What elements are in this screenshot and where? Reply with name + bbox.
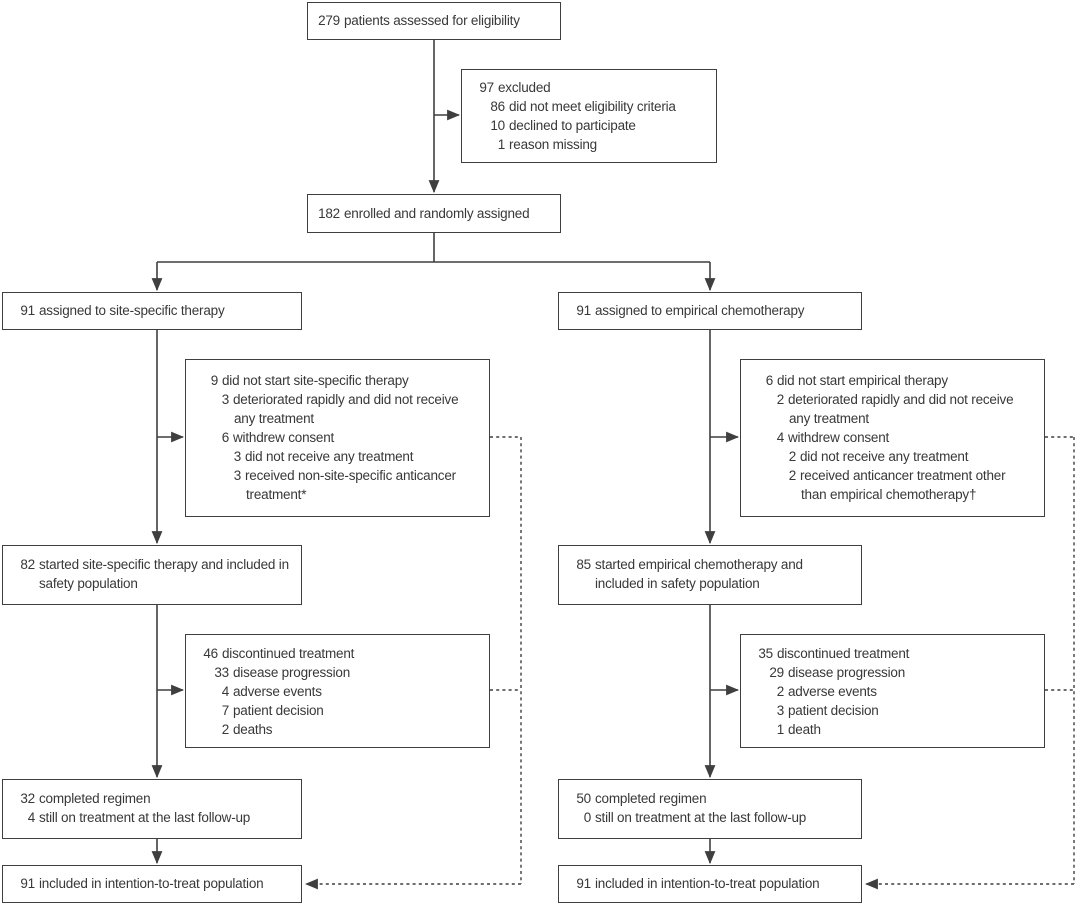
count-value: 10 <box>490 118 505 133</box>
box-line <box>569 301 856 320</box>
line-text: enrolled and randomly assigned <box>344 206 530 221</box>
box-discontinued-site-specific <box>185 634 490 748</box>
line-text: treatment* <box>246 487 307 502</box>
count-value: 3 <box>233 449 241 464</box>
count-value: 35 <box>758 646 773 661</box>
count-value: 2 <box>788 449 796 464</box>
count-value: 4 <box>776 430 784 445</box>
box-line <box>13 808 296 827</box>
box-line <box>751 682 1039 701</box>
count-value: 86 <box>490 99 505 114</box>
box-line <box>751 371 1039 390</box>
box-line <box>472 135 711 154</box>
line-text: did not receive any treatment <box>800 449 969 464</box>
box-line <box>13 555 296 574</box>
line-text: started empirical chemotherapy and <box>595 557 803 572</box>
count-value: 9 <box>210 373 218 388</box>
count-value: 4 <box>27 810 35 825</box>
count-value: 2 <box>776 684 784 699</box>
box-line <box>751 720 1039 739</box>
box-line <box>751 428 1039 447</box>
count-value: 182 <box>318 206 340 221</box>
box-line <box>318 204 555 223</box>
box-line <box>196 701 484 720</box>
line-text: included in safety population <box>595 576 760 591</box>
box-line <box>13 301 296 320</box>
count-value: 91 <box>576 303 591 318</box>
count-value: 3 <box>776 703 784 718</box>
count-value: 97 <box>479 80 494 95</box>
line-text: completed regimen <box>595 791 707 806</box>
line-text: deteriorated rapidly and did not receive <box>788 392 1014 407</box>
line-text: patient decision <box>788 703 879 718</box>
box-completed-regimen-site-specific <box>2 779 302 839</box>
count-value: 0 <box>583 810 591 825</box>
count-value: 2 <box>776 392 784 407</box>
count-value: 1 <box>776 722 784 737</box>
count-value: 7 <box>221 703 229 718</box>
box-assigned-empirical <box>558 292 862 330</box>
count-value: 6 <box>765 373 773 388</box>
box-line <box>196 644 484 663</box>
line-text: than empirical chemotherapy† <box>801 487 977 502</box>
count-value: 33 <box>214 665 229 680</box>
box-line <box>569 555 856 574</box>
line-text: discontinued treatment <box>222 646 355 661</box>
box-line <box>751 485 1039 504</box>
count-value: 32 <box>20 791 35 806</box>
box-line <box>751 447 1039 466</box>
box-line <box>569 574 856 593</box>
box-line <box>196 447 484 466</box>
line-text: any treatment <box>789 411 869 426</box>
line-text: did not start empirical therapy <box>777 373 948 388</box>
line-text: included in intention-to-treat population <box>595 876 820 891</box>
line-text: adverse events <box>788 684 877 699</box>
box-assigned-site-specific <box>2 292 302 330</box>
box-line <box>196 466 484 485</box>
line-text: withdrew consent <box>233 430 335 445</box>
box-line <box>569 789 856 808</box>
line-text: safety population <box>39 576 138 591</box>
count-value: 91 <box>576 876 591 891</box>
count-value: 3 <box>221 392 229 407</box>
line-text: excluded <box>498 80 551 95</box>
box-line <box>751 644 1039 663</box>
box-line <box>751 701 1039 720</box>
count-value: 91 <box>20 876 35 891</box>
box-line <box>569 808 856 827</box>
box-did-not-start-empirical <box>740 359 1045 517</box>
box-completed-regimen-empirical <box>558 779 862 839</box>
line-text: still on treatment at the last follow-up <box>595 810 807 825</box>
line-text: assigned to site-specific therapy <box>39 303 225 318</box>
count-value: 2 <box>221 722 229 737</box>
box-itt-population-empirical <box>558 865 862 903</box>
count-value: 85 <box>576 557 591 572</box>
line-text: disease progression <box>233 665 351 680</box>
box-enrolled-randomised <box>307 194 561 233</box>
box-line <box>13 874 296 893</box>
box-line <box>196 485 484 504</box>
count-value: 4 <box>221 684 229 699</box>
line-text: completed regimen <box>39 791 151 806</box>
line-text: started site-specific therapy and included in <box>39 557 289 572</box>
line-text: included in intention-to-treat population <box>39 876 264 891</box>
box-line <box>196 409 484 428</box>
box-line <box>751 466 1039 485</box>
box-line <box>751 663 1039 682</box>
line-text: deteriorated rapidly and did not receive <box>233 392 459 407</box>
box-line <box>196 663 484 682</box>
box-line <box>196 428 484 447</box>
line-text: reason missing <box>509 137 597 152</box>
box-excluded <box>461 69 717 163</box>
box-line <box>196 720 484 739</box>
line-text: did not receive any treatment <box>245 449 414 464</box>
line-text: death <box>788 722 821 737</box>
line-text: still on treatment at the last follow-up <box>39 810 251 825</box>
box-line <box>318 11 555 30</box>
count-value: 91 <box>20 303 35 318</box>
count-value: 46 <box>203 646 218 661</box>
box-line <box>13 574 296 593</box>
count-value: 50 <box>576 791 591 806</box>
box-assessed-for-eligibility <box>307 2 561 40</box>
box-line <box>751 390 1039 409</box>
line-text: adverse events <box>233 684 322 699</box>
line-text: received anticancer treatment other <box>800 468 1006 483</box>
count-value: 82 <box>20 557 35 572</box>
box-line <box>751 409 1039 428</box>
box-line <box>472 97 711 116</box>
line-text: deaths <box>233 722 273 737</box>
box-itt-population-site-specific <box>2 865 302 903</box>
count-value: 279 <box>318 13 340 28</box>
line-text: did not meet eligibility criteria <box>509 99 676 114</box>
count-value: 6 <box>221 430 229 445</box>
box-line <box>196 682 484 701</box>
line-text: patients assessed for eligibility <box>344 13 520 28</box>
box-line <box>196 371 484 390</box>
line-text: patient decision <box>233 703 324 718</box>
box-line <box>13 789 296 808</box>
line-text: did not start site-specific therapy <box>222 373 409 388</box>
box-started-empirical-safety <box>558 545 862 605</box>
line-text: received non-site-specific anticancer <box>245 468 456 483</box>
box-did-not-start-site-specific <box>185 359 490 517</box>
count-value: 29 <box>769 665 784 680</box>
line-text: disease progression <box>788 665 906 680</box>
box-started-site-specific-safety <box>2 545 302 605</box>
box-line <box>196 390 484 409</box>
line-text: any treatment <box>234 411 314 426</box>
count-value: 2 <box>788 468 796 483</box>
line-text: declined to participate <box>509 118 636 133</box>
count-value: 1 <box>497 137 505 152</box>
box-line <box>472 78 711 97</box>
count-value: 3 <box>233 468 241 483</box>
box-discontinued-empirical <box>740 634 1045 748</box>
line-text: withdrew consent <box>788 430 890 445</box>
line-text: assigned to empirical chemotherapy <box>595 303 805 318</box>
box-line <box>569 874 856 893</box>
line-text: discontinued treatment <box>777 646 910 661</box>
box-line <box>472 116 711 135</box>
